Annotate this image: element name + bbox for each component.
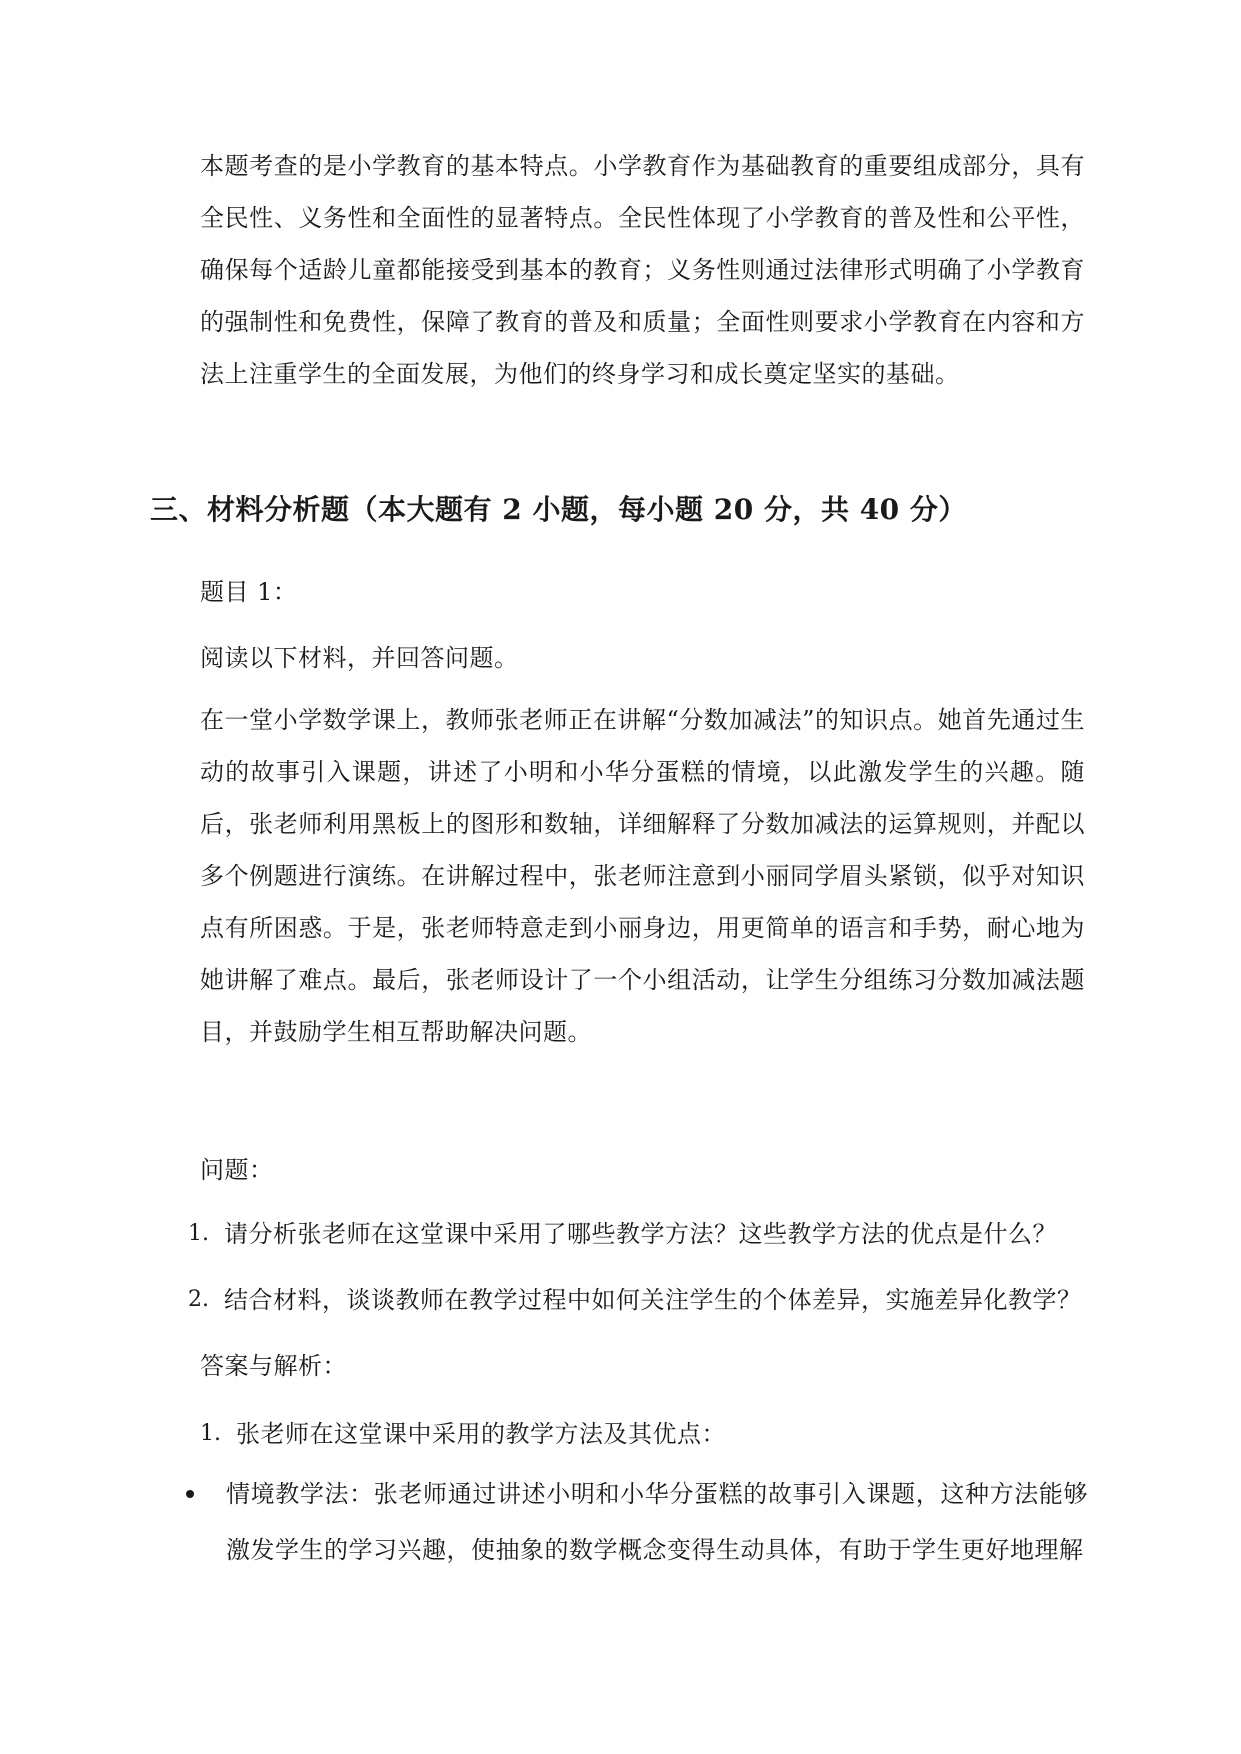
intro-paragraph: 本题考查的是小学教育的基本特点。小学教育作为基础教育的重要组成部分，具有全民性、义务性和全面性的显著特点。全民性体现了小学教育的普及性和公平性，确保每个适龄儿童都能接受到基本的教育；义务性则通过法律形式明确了小学教育的强制性和免费性，保障了教育的普及和质量；全面性则要求小学教育在内容和方法上注重学生的全面发展，为他们的终身学习和成长奠定坚实的基础。 [200,152,1085,388]
instruction-text: 阅读以下材料，并回答问题。 [200,644,519,672]
question-number: 1. [188,1221,209,1246]
answer-label: 答案与解析： [200,1352,347,1380]
section-heading: 三、材料分析题（本大题有 2 小题，每小题 20 分，共 40 分） [150,493,967,526]
answer-item-text: 张老师在这堂课中采用的教学方法及其优点： [236,1420,726,1448]
question-label: 题目 1： [200,578,298,606]
bullet-dot [186,1490,194,1498]
question-number: 2. [188,1287,209,1312]
questions-label: 问题： [200,1156,274,1184]
answer-item-number: 1. [200,1421,221,1446]
question-text: 结合材料，谈谈教师在教学过程中如何关注学生的个体差异，实施差异化教学？ [224,1286,1082,1314]
question-text: 请分析张老师在这堂课中采用了哪些教学方法？这些教学方法的优点是什么？ [224,1220,1057,1248]
bullet-paragraph: 情境教学法：张老师通过讲述小明和小华分蛋糕的故事引入课题，这种方法能够激发学生的学习兴趣，使抽象的数学概念变得生动具体，有助于学生更好地理解 [226,1480,1088,1564]
material-paragraph: 在一堂小学数学课上，教师张老师正在讲解“分数加减法”的知识点。她首先通过生动的故事引入课题，讲述了小明和小华分蛋糕的情境，以此激发学生的兴趣。随后，张老师利用黑板上的图形和数轴，详细解释了分数加减法的运算规则，并配以多个例题进行演练。在讲解过程中，张老师注意到小丽同学眉头紧锁，似乎对知识点有所困惑。于是，张老师特意走到小丽身边，用更简单的语言和手势，耐心地为她讲解了难点。最后，张老师设计了一个小组活动，让学生分组练习分数加减法题目，并鼓励学生相互帮助解决问题。 [200,706,1085,1046]
